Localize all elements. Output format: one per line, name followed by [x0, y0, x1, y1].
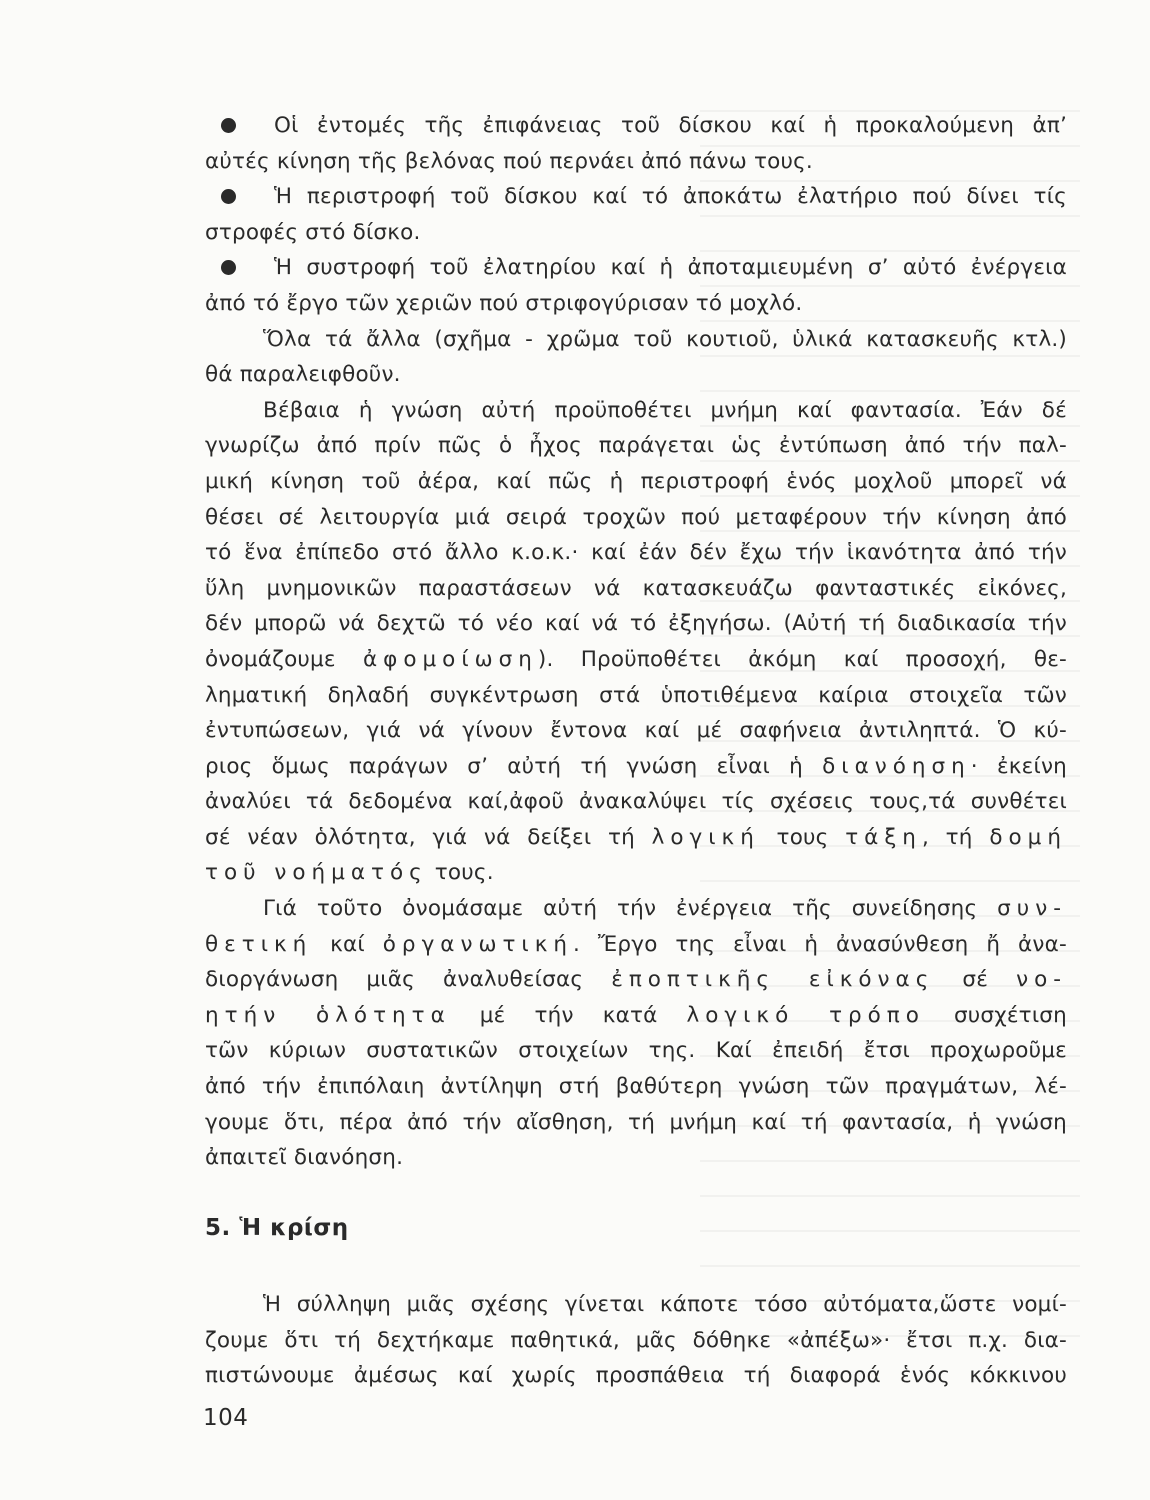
bullet-icon — [221, 118, 236, 133]
text-line: ὕλη μνημονικῶν παραστάσεων νά κατασκευάζω φανταστικές εἰκόνες, — [205, 575, 1067, 601]
section-heading: 5. Ἡ κρίση — [205, 1215, 349, 1241]
text-line: ητήν ὁλότητα μέ τήν κατά λογικό τρόπο συσχέτιση — [205, 1002, 1067, 1028]
text-line: σέ νέαν ὁλότητα, γιά νά δείξει τή λογική τους τάξη, τή δομή — [205, 824, 1067, 850]
text-line: Ἡ περιστροφή τοῦ δίσκου καί τό ἀποκάτω ἐλατήριο πού δίνει τίς — [274, 184, 1067, 210]
bullet-icon — [221, 260, 236, 275]
text-line: Ἡ συστροφή τοῦ ἐλατηρίου καί ἡ ἀποταμιευμένη σ’ αὐτό ἐνέργεια — [274, 255, 1067, 281]
text-line: ζουμε ὅτι τή δεχτήκαμε παθητικά, μᾶς δόθηκε «ἀπέξω»· ἔτσι π.χ. δια- — [205, 1327, 1067, 1353]
text-line: Γιά τοῦτο ὀνομάσαμε αὐτή τήν ἐνέργεια τῆς συνείδησης συν- — [263, 896, 1067, 922]
text-line: ἀναλύει τά δεδομένα καί,ἀφοῦ ἀνακαλύψει τίς σχέσεις τους,τά συνθέτει — [205, 789, 1067, 815]
text-line: Βέβαια ἡ γνώση αὐτή προϋποθέτει μνήμη καί φαντασία. Ἐάν δέ — [263, 397, 1067, 423]
bullet-item — [205, 250, 1067, 286]
text-line: ριος ὅμως παράγων σ’ αὐτή τή γνώση εἶναι ἡ διανόηση· ἐκείνη — [205, 753, 1068, 779]
text-line: γουμε ὅτι, πέρα ἀπό τήν αἴσθηση, τή μνήμη καί τή φαντασία, ἡ γνώση — [205, 1109, 1067, 1135]
text-line: θετική καί ὀργανωτική. Ἔργο της εἶναι ἡ ἀνασύνθεση ἤ ἀνα- — [205, 931, 1067, 957]
text-line: διοργάνωση μιᾶς ἀναλυθείσας ἐποπτικῆς εἰκόνας σέ νο- — [205, 967, 1067, 993]
text-line: τοῦ νοήματός τους. — [205, 860, 494, 886]
bullet-item — [205, 179, 1067, 215]
text-line: τό ἕνα ἐπίπεδο στό ἄλλο κ.ο.κ.· καί ἐάν δέν ἔχω τήν ἱκανότητα ἀπό τήν — [205, 540, 1067, 566]
text-line: στροφές στό δίσκο. — [205, 219, 421, 245]
text-line: τῶν κύριων συστατικῶν στοιχείων της. Καί ἐπειδή ἔτσι προχωροῦμε — [205, 1038, 1067, 1064]
text-line: αὐτές κίνηση τῆς βελόνας πού περνάει ἀπό πάνω τους. — [205, 148, 813, 174]
text-line: ἀπό τήν ἐπιπόλαιη ἀντίληψη στή βαθύτερη γνώση τῶν πραγμάτων, λέ- — [205, 1074, 1067, 1100]
text-line: μική κίνηση τοῦ ἀέρα, καί πῶς ἡ περιστροφή ἑνός μοχλοῦ μπορεῖ νά — [205, 468, 1067, 494]
text-line: ληματική δηλαδή συγκέντρωση στά ὑποτιθέμενα καίρια στοιχεῖα τῶν — [205, 682, 1067, 708]
text-line: δέν μπορῶ νά δεχτῶ τό νέο καί νά τό ἐξηγήσω. (Αὐτή τή διαδικασία τήν — [205, 611, 1067, 637]
text-line: θά παραλειφθοῦν. — [205, 362, 401, 388]
bullet-item — [205, 108, 1067, 144]
text-line: ἀπαιτεῖ διανόηση. — [205, 1145, 404, 1171]
text-line: Ὅλα τά ἄλλα (σχῆμα - χρῶμα τοῦ κουτιοῦ, ὑλικά κατασκευῆς κτλ.) — [263, 326, 1067, 352]
bullet-icon — [221, 189, 236, 204]
text-line: ὀνομάζουμε ἀφομοίωση). Προϋποθέτει ἀκόμη καί προσοχή, θε- — [205, 646, 1067, 672]
body-text-continued — [205, 1287, 1067, 1394]
page-number: 104 — [203, 1405, 249, 1431]
text-line: θέσει σέ λειτουργία μιά σειρά τροχῶν πού μεταφέρουν τήν κίνηση ἀπό — [205, 504, 1067, 530]
text-line: ἀπό τό ἔργο τῶν χεριῶν πού στριφογύρισαν τό μοχλό. — [205, 290, 803, 316]
text-line: Ἡ σύλληψη μιᾶς σχέσης γίνεται κάποτε τόσο αὐτόματα,ὥστε νομί- — [263, 1292, 1067, 1317]
text-line: πιστώνουμε ἀμέσως καί χωρίς προσπάθεια τή διαφορά ἑνός κόκκινου — [205, 1363, 1067, 1389]
text-line: γνωρίζω ἀπό πρίν πῶς ὁ ἦχος παράγεται ὡς ἐντύπωση ἀπό τήν παλ- — [205, 433, 1067, 459]
text-line: ἐντυπώσεων, γιά νά γίνουν ἔντονα καί μέ σαφήνεια ἀντιληπτά. Ὁ κύ- — [205, 718, 1067, 744]
text-line: Οἱ ἐντομές τῆς ἐπιφάνειας τοῦ δίσκου καί ἡ προκαλούμενη ἀπ’ — [274, 113, 1067, 138]
body-text — [205, 108, 1067, 1176]
